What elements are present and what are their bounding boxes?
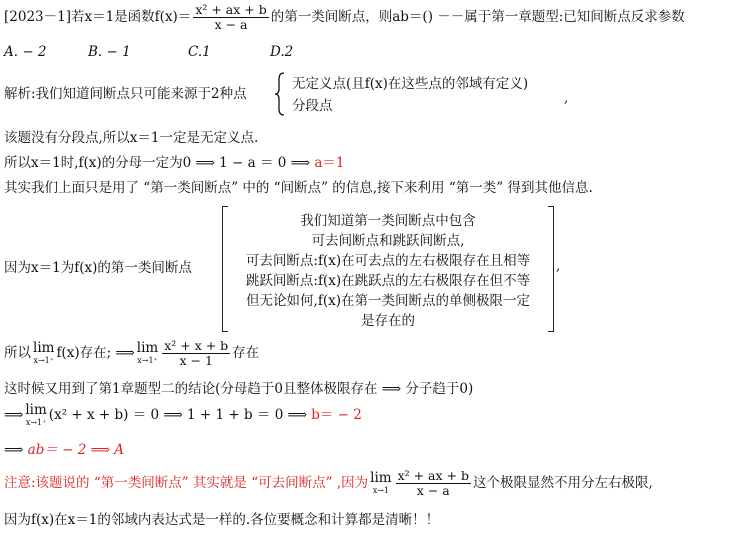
- note-fraction: [396, 470, 471, 497]
- line7-suffix: 存在: [232, 345, 260, 361]
- result-a: a＝1: [314, 155, 345, 171]
- limit-denominator: x − 1: [162, 353, 230, 368]
- line10-arrow: ⟹: [4, 442, 28, 458]
- result-b: b＝ − 2: [311, 406, 362, 423]
- line4-text: 所以x＝1时,f(x)的分母一定为0 ⟹ 1 − a ＝ 0 ⟹: [4, 155, 315, 171]
- line-note: [4, 470, 653, 497]
- question-suffix: 的第一类间断点，则ab＝() －－属于第一章题型:已知间断点反求参数: [270, 9, 685, 25]
- bracket-line-1: 我们知道第一类间断点中包含: [300, 213, 476, 229]
- lim-label-2: lim: [136, 340, 159, 357]
- limit-fraction: [162, 340, 230, 367]
- lim-label: lim: [33, 340, 55, 357]
- bracket-line-3: 可去间断点:f(x)在可去点的左右极限存在且相等: [245, 253, 531, 269]
- lim-subscript-4: x→1: [372, 485, 389, 495]
- option-c: C.1: [188, 44, 211, 60]
- line-chapter-conclusion: 这时候又用到了第1章题型二的结论(分母趋于0且整体极限存在 ⟹ 分子趋于0): [4, 381, 474, 397]
- line-explanation: 其实我们上面只是用了 “第一类间断点” 中的 “间断点” 的信息,接下来利用 “第一类” 得到其他信息.: [4, 180, 593, 196]
- brace-tail: ,: [564, 90, 569, 106]
- line7-prefix: 所以: [4, 345, 31, 361]
- answer-ab: ab＝ − 2 ⟹ A: [27, 442, 125, 458]
- bracket-line-5: 但无论如何,f(x)在第一类间断点的单侧极限一定: [246, 293, 530, 309]
- line-first-kind: 因为x＝1为f(x)的第一类间断点: [4, 260, 192, 276]
- note-tail: 这个极限显然不用分左右极限,: [472, 475, 653, 491]
- line-answer: [4, 444, 124, 458]
- line-limit-exists: [4, 340, 259, 367]
- limit-one-sided-3: [25, 404, 46, 427]
- line7-middle: f(x)存在; ⟹: [56, 345, 135, 361]
- bracket-block: [222, 206, 554, 332]
- option-b: B. − 1: [88, 44, 131, 60]
- bracket-line-4: 跳跃间断点:f(x)在跳跃点的左右极限存在但不等: [245, 273, 531, 289]
- lim-label-4: lim: [370, 470, 392, 487]
- lim-subscript-2: x→1⁺: [137, 355, 158, 365]
- note-red: 注意:该题说的 “第一类间断点” 其实就是 “可去间断点” ,因为: [4, 475, 369, 491]
- note-denominator: x − a: [396, 483, 471, 498]
- bracket-line-2: 可去间断点和跳跃间断点,: [311, 233, 465, 249]
- line9-text: (x² + x + b) ＝ 0 ⟹ 1 + 1 + b ＝ 0 ⟹: [48, 406, 312, 423]
- question-fraction: [193, 4, 268, 31]
- line-closing: 因为f(x)在x＝1的邻域内表达式是一样的.各位要概念和计算都是清晰！！: [4, 512, 440, 528]
- lim-subscript-3: x→1⁺: [25, 417, 47, 427]
- line-no-piecewise: 该题没有分段点,所以x＝1一定是无定义点.: [4, 130, 259, 146]
- brace-item-undefined: 无定义点(且f(x)在这些点的邻域有定义): [292, 76, 529, 92]
- brace-item-piecewise: 分段点: [292, 98, 333, 114]
- lim-label-3: lim: [25, 402, 47, 418]
- fraction-denominator: x − a: [193, 17, 268, 32]
- line-denominator-zero: [4, 157, 344, 171]
- note-numerator: x² + ax + b: [397, 468, 469, 483]
- question-prefix: [2023－1]若x＝1是函数f(x)＝: [4, 9, 192, 25]
- line9-arrow: ⟹: [4, 406, 24, 423]
- fraction-numerator: x² + ax + b: [195, 2, 267, 17]
- left-brace: [274, 72, 286, 116]
- question-line: [4, 4, 685, 31]
- bracket-tail: ,: [556, 258, 561, 274]
- bracket-line-6: 是存在的: [361, 313, 415, 329]
- analysis-lead: 解析:我们知道间断点只可能来源于2种点: [4, 86, 247, 102]
- lim-subscript: x→1⁺: [33, 355, 54, 365]
- limit-one-sided-2: [137, 342, 158, 365]
- option-d: D.2: [270, 44, 294, 60]
- limit-numerator: x² + x + b: [164, 338, 229, 353]
- line-solve-b: [4, 404, 362, 427]
- option-a: A. − 2: [4, 44, 47, 60]
- limit-one-sided: [33, 342, 54, 365]
- limit-two-sided: [370, 472, 391, 495]
